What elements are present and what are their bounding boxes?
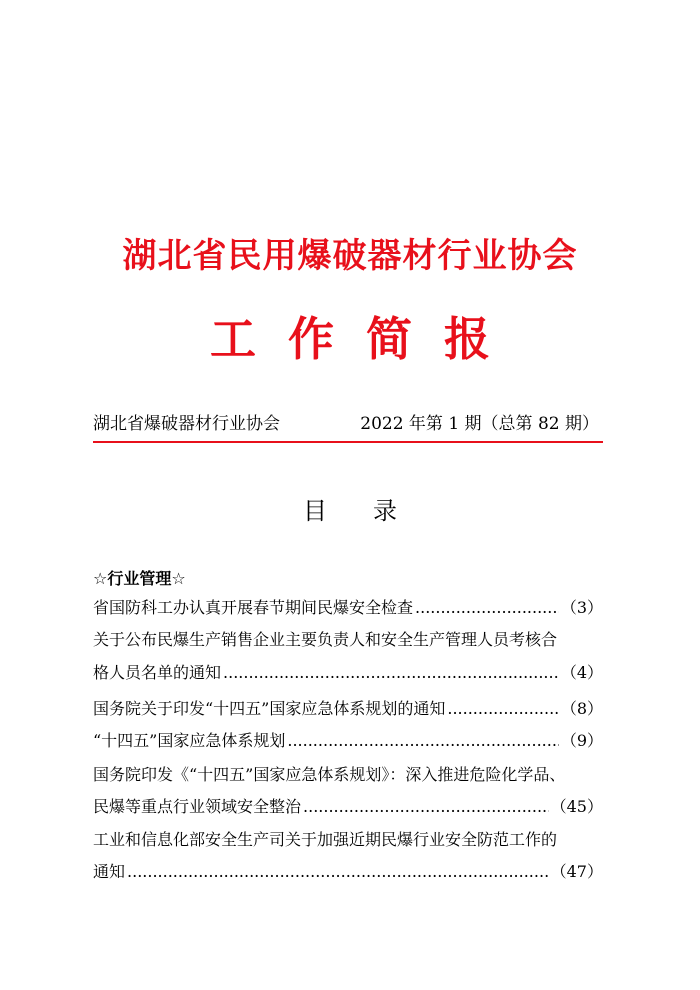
dot-leader <box>303 795 549 819</box>
toc-entry-5-line1[interactable] <box>93 763 603 787</box>
toc-entry-2-line2[interactable] <box>93 661 603 685</box>
dot-leader <box>415 596 559 620</box>
brief-title: 工作简报 <box>210 312 522 366</box>
toc-entry-page: （47） <box>550 862 603 881</box>
dot-leader <box>447 697 558 721</box>
toc-entry-4[interactable] <box>93 729 603 753</box>
red-divider <box>93 441 603 443</box>
toc-entry-page: （4） <box>560 663 603 682</box>
toc-entry-3[interactable] <box>93 697 603 721</box>
toc-entry-page: （9） <box>560 731 603 750</box>
toc-entry-title-cont: 格人员名单的通知 <box>93 663 222 682</box>
dot-leader <box>127 860 549 884</box>
toc-heading: 目录 <box>303 497 443 525</box>
toc-section-label: ☆行业管理☆ <box>93 569 186 588</box>
issue-line <box>93 409 603 435</box>
toc-entry-page: （3） <box>560 598 603 617</box>
toc-entry-page: （8） <box>560 699 603 718</box>
toc-entry-title: 省国防科工办认真开展春节期间民爆安全检查 <box>93 598 414 617</box>
toc-entry-title: 关于公布民爆生产销售企业主要负责人和安全生产管理人员考核合 <box>93 630 558 649</box>
toc-entry-page: （45） <box>550 797 603 816</box>
toc-entry-2-line1[interactable] <box>93 628 603 652</box>
org-title: 湖北省民用爆破器材行业协会 <box>122 236 578 276</box>
toc-entry-6-line2[interactable] <box>93 860 603 884</box>
toc-entry-5-line2[interactable] <box>93 795 603 819</box>
issuer-name: 湖北省爆破器材行业协会 <box>93 414 280 434</box>
toc-entry-title: 国务院关于印发“十四五”国家应急体系规划的通知 <box>93 699 446 718</box>
toc-entry-6-line1[interactable] <box>93 828 603 852</box>
toc-entry-title: “十四五”国家应急体系规划 <box>93 731 286 750</box>
toc-entry-1[interactable] <box>93 596 603 620</box>
toc-entry-title-cont: 通知 <box>93 862 126 881</box>
toc-entry-title-cont: 民爆等重点行业领域安全整治 <box>93 797 302 816</box>
toc-entry-title: 工业和信息化部安全生产司关于加强近期民爆行业安全防范工作的 <box>93 830 558 849</box>
dot-leader <box>223 661 559 685</box>
dot-leader <box>287 729 558 753</box>
issue-number: 2022 年第 1 期（总第 82 期） <box>360 414 599 434</box>
toc-entry-title: 国务院印发《“十四五”国家应急体系规划》：深入推进危险化学品、 <box>93 765 566 784</box>
